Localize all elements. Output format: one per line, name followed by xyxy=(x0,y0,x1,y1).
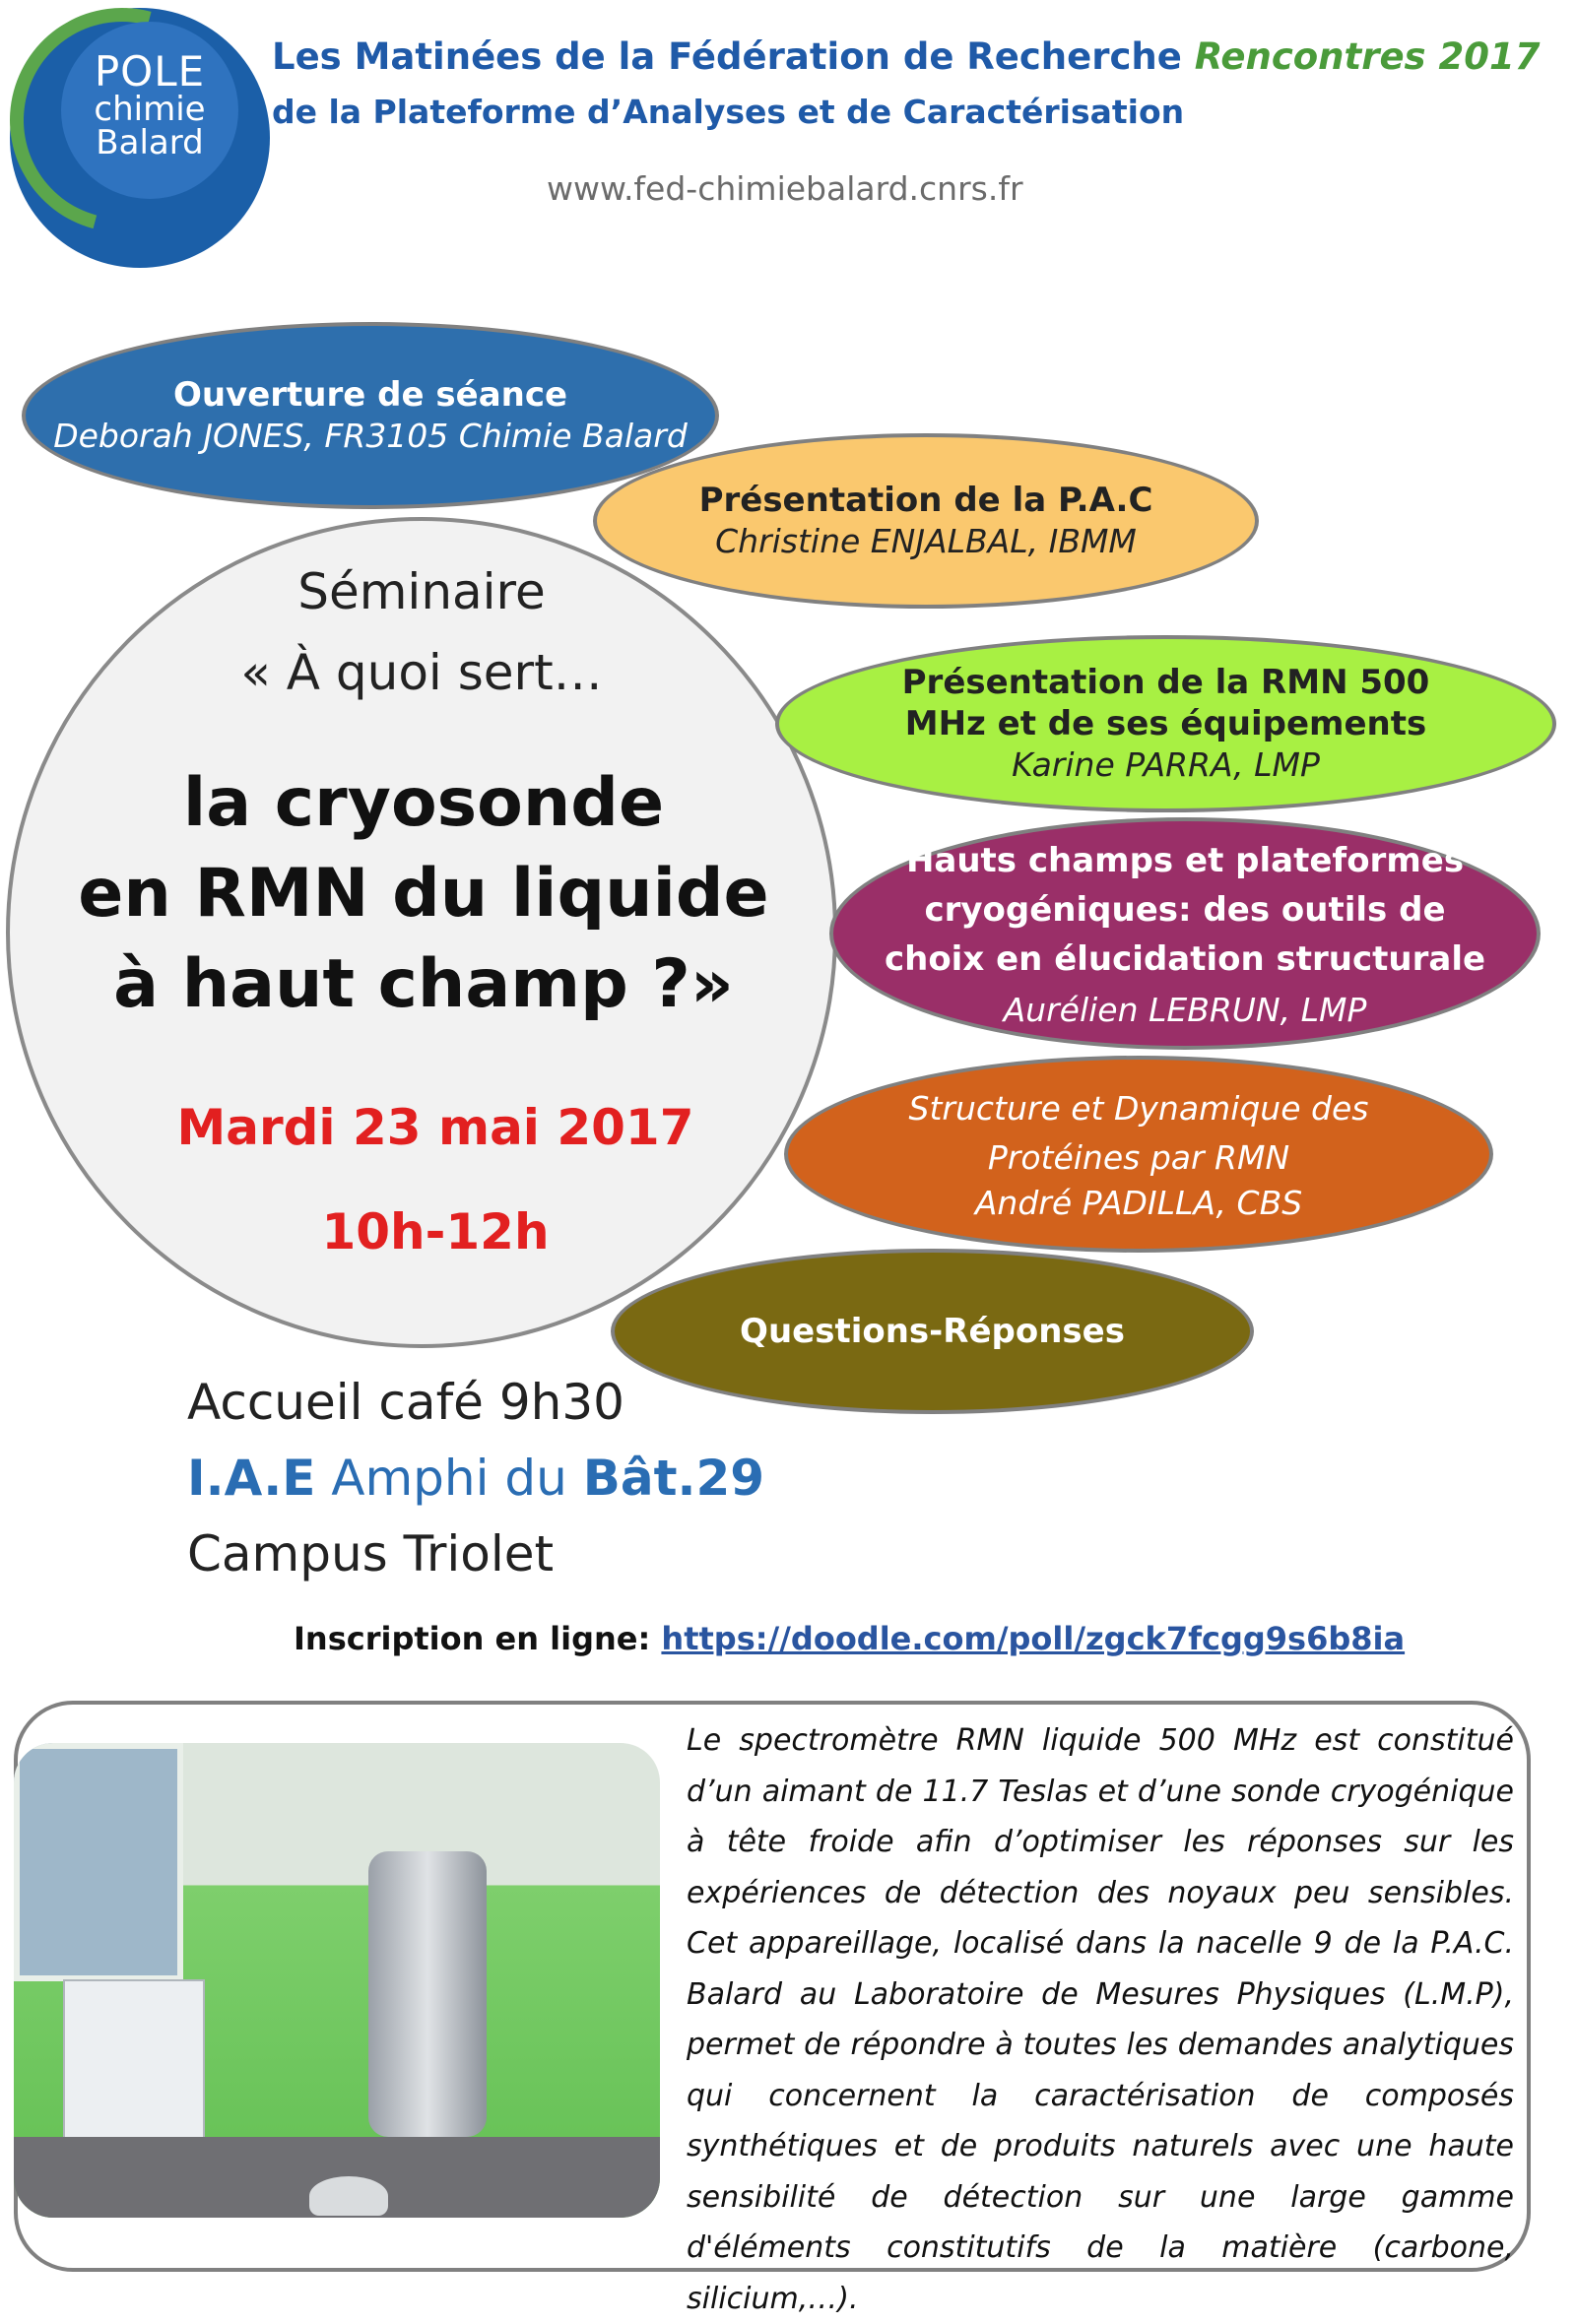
nmr-spectrometer-photo xyxy=(14,1743,660,2218)
logo-line1: POLE xyxy=(94,47,206,96)
logo-line3: Balard xyxy=(96,123,204,162)
logo-line2: chimie xyxy=(94,90,206,129)
seminar-subject xyxy=(59,758,788,1030)
program-title: Structure et Dynamique des Protéines par RMN xyxy=(908,1089,1369,1177)
venue-institute: I.A.E xyxy=(187,1450,316,1507)
description-text: Le spectromètre RMN liquide 500 MHz est constitué d’un aimant de 11.7 Teslas et d’une sonde cryogénique à tête froide afin d’optimiser les réponses sur les expériences de détection des noyaux peu sensibles. Cet appareillage, localisé dans la nacelle 9 de la P.A.C. Balard au Laboratoire de Mesures Physiques (L.M.P), permet de répondre à toutes les demandes analytiques qui concernent la caractérisation de composés synthétiques et de produits naturels avec une haute sensibilité de détection sur une large gamme d'éléments constitutifs de la matière (carbone, silicium,…). xyxy=(687,1723,1514,2316)
photo-magnet xyxy=(368,1851,487,2137)
program-item-proteins xyxy=(784,1056,1493,1253)
program-item-rmn500 xyxy=(775,635,1556,812)
program-speaker: Deborah JONES, FR3105 Chimie Balard xyxy=(53,417,688,455)
venue-location xyxy=(187,1450,764,1507)
registration-link[interactable]: https://doodle.com/poll/zgck7fcgg9s6b8ia xyxy=(661,1620,1406,1657)
program-item-questions xyxy=(611,1249,1254,1414)
program-speaker: Christine ENJALBAL, IBMM xyxy=(715,522,1137,560)
seminar-subject-line1: la cryosonde xyxy=(182,764,665,842)
venue-room: Amphi du xyxy=(315,1450,583,1507)
seminar-date: Mardi 23 mai 2017 xyxy=(176,1099,694,1156)
program-title: Hauts champs et plateformes cryogéniques: des outils de choix en élucidation structurale xyxy=(884,841,1486,979)
seminar-subject-line3: à haut champ ?» xyxy=(113,945,734,1023)
seminar-subject-line2: en RMN du liquide xyxy=(78,855,769,933)
photo-window xyxy=(14,1743,183,1981)
header-title xyxy=(272,35,1540,78)
header-highlight: Rencontres 2017 xyxy=(1194,35,1541,78)
welcome-coffee: Accueil café 9h30 xyxy=(187,1374,624,1431)
website-link[interactable]: www.fed-chimiebalard.cnrs.fr xyxy=(547,169,1023,208)
program-title: Ouverture de séance xyxy=(172,375,568,415)
program-item-opening xyxy=(22,322,719,509)
venue-building: Bât.29 xyxy=(582,1450,765,1507)
photo-base xyxy=(309,2176,388,2216)
seminar-label: Séminaire xyxy=(297,563,546,620)
program-speaker: Karine PARRA, LMP xyxy=(1012,745,1320,784)
program-speaker: André PADILLA, CBS xyxy=(974,1184,1303,1222)
logo-text-disc xyxy=(61,22,238,199)
seminar-question-intro: « À quoi sert… xyxy=(240,644,603,701)
program-item-high-fields xyxy=(829,817,1541,1050)
venue-campus: Campus Triolet xyxy=(187,1525,555,1582)
seminar-time: 10h-12h xyxy=(321,1203,550,1260)
program-title: Présentation de la RMN 500 MHz et de ses équipements xyxy=(901,663,1430,743)
header-subtitle: de la Plateforme d’Analyses et de Caractérisation xyxy=(272,93,1185,131)
registration-label: Inscription en ligne: xyxy=(294,1620,662,1657)
program-title: Présentation de la P.A.C xyxy=(698,481,1153,520)
header-title-text: Les Matinées de la Fédération de Recherche xyxy=(272,35,1195,78)
program-item-pac xyxy=(593,433,1259,609)
program-speaker: Aurélien LEBRUN, LMP xyxy=(1003,991,1367,1029)
registration xyxy=(294,1620,1405,1657)
program-title: Questions-Réponses xyxy=(740,1312,1125,1351)
